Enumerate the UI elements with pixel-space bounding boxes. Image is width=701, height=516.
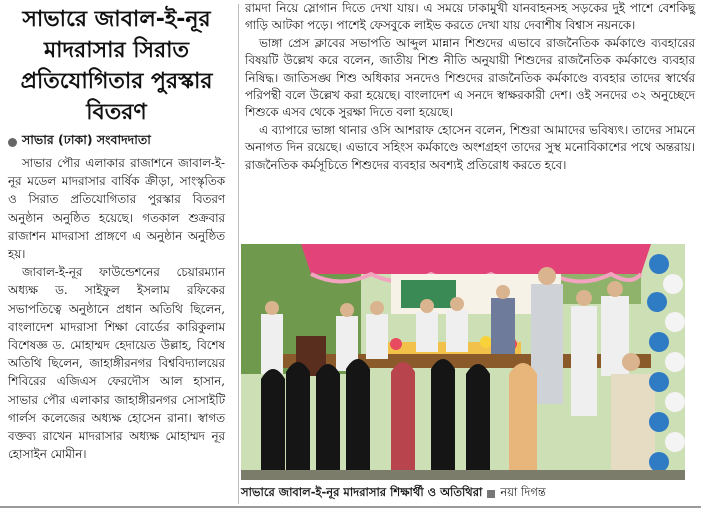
right-body	[245, 0, 695, 174]
bottom-border	[0, 506, 701, 508]
left-body	[8, 154, 225, 463]
headline: সাভারে জাবাল-ই-নূর মাদরাসার সিরাত প্রতিযোগিতার পুরস্কার বিতরণ	[20, 7, 213, 125]
photo-source: নয়া দিগন্ত	[500, 485, 546, 499]
right-column	[245, 0, 695, 174]
photo-illustration	[241, 244, 685, 480]
right-paragraph-1: রামদা নিয়ে স্লোগান দিতে দেখা যায়। এ সময়ে ঢাকামুখী যানবাহনসহ সড়কের দুই পাশে বেশকিছু গাড়ি আটকা পড়ে। পাশেই ফেসবুকে লাইভ করতে দেখা যায় দেবাশীষ বিশ্বাস নয়নকে।	[245, 1, 695, 33]
byline	[8, 132, 225, 152]
left-paragraph-1: সাভার পৌর এলাকার রাজাশনে জাবাল-ই-নূর মডেল মাদরাসার বার্ষিক ক্রীড়া, সাংস্কৃতিক ও সিরাত প্রতিযোগিতার পুরস্কার বিতরণ অনুষ্ঠান অনুষ্ঠিত হয়েছে। গতকাল শুক্রবার রাজাশন মাদরাসা প্রাঙ্গণে এ অনুষ্ঠান অনুষ্ঠিত হয়।	[8, 156, 225, 262]
left-paragraph-2: জাবাল-ই-নূর ফাউন্ডেশনের চেয়ারম্যান অধ্যক্ষ ড. সাইফুল ইসলাম রফিকের সভাপতিত্বে অনুষ্ঠানে প্রধান অতিথি ছিলেন, বাংলাদেশ মাদরাসা শিক্ষা বোর্ডের কারিকুলাম বিশেষজ্ঞ ড. মোহাম্মদ হেদায়েত উল্লাহ, বিশেষ অতিথি ছিলেন, জাহাঙ্গীরনগর বিশ্ববিদ্যালয়ের শিবিরের এজিএস ফেরদৌস আল হাসান, সাভার পৌর এলাকার জাহাঙ্গীরনগর সোসাইটি গার্লস কলেজের অধ্যক্ষ হোসেন রানা। স্বাগত বক্তব্য রাখেন মাদরাসার অধ্যক্ষ মোহাম্মদ নূর হোসাইন মোমীন।	[8, 265, 225, 462]
bullet-icon	[8, 138, 17, 147]
photo-caption	[241, 484, 695, 503]
left-column	[0, 0, 233, 516]
column-divider	[238, 4, 239, 504]
byline-text: সাভার (ঢাকা) সংবাদদাতা	[22, 132, 151, 147]
caption-text: সাভারে জাবাল-ই-নূর মাদরাসার শিক্ষার্থী ও অতিথিরা	[241, 485, 483, 499]
square-bullet-icon	[487, 490, 495, 498]
event-photo	[241, 244, 685, 480]
right-paragraph-2: ভাঙ্গা প্রেস ক্লাবের সভাপতি আব্দুল মান্নান শিশুদের এভাবে রাজনৈতিক কর্মকাণ্ডে ব্যবহারের বিষয়টি উল্লেখ করে বলেন, জাতীয় শিশু নীতি অনুযায়ী শিশুদের রাজনৈতিক কর্মকাণ্ডে ব্যবহার নিষিদ্ধ। জাতিসঙ্ঘ শিশু অধিকার সনদেও শিশুদের রাজনৈতিক কর্মকাণ্ডে ব্যবহার তাদের স্বার্থের পরিপন্থী বলে উল্লেখ করা হয়েছে। বাংলাদেশ এ সনদে স্বাক্ষরকারী দেশ। ওই সনদের ৩২ অনুচ্ছেদে শিশুকে এসব থেকে সুরক্ষা দিতে বলা হয়েছে।	[245, 35, 695, 120]
right-paragraph-3: এ ব্যাপারে ভাঙ্গা থানার ওসি আশরাফ হোসেন বলেন, শিশুরা আমাদের ভবিষ্যৎ। তাদের সামনে অনাগত দিন রয়েছে। এভাবে সহিংস কর্মকাণ্ডে অংশগ্রহণ তাদের সুস্থ মনোবিকাশের পথে অন্তরায়। রাজনৈতিক কর্মসূচিতে শিশুদের ব্যবহার অবশ্যই প্রতিরোধ করতে হবে।	[245, 122, 695, 172]
